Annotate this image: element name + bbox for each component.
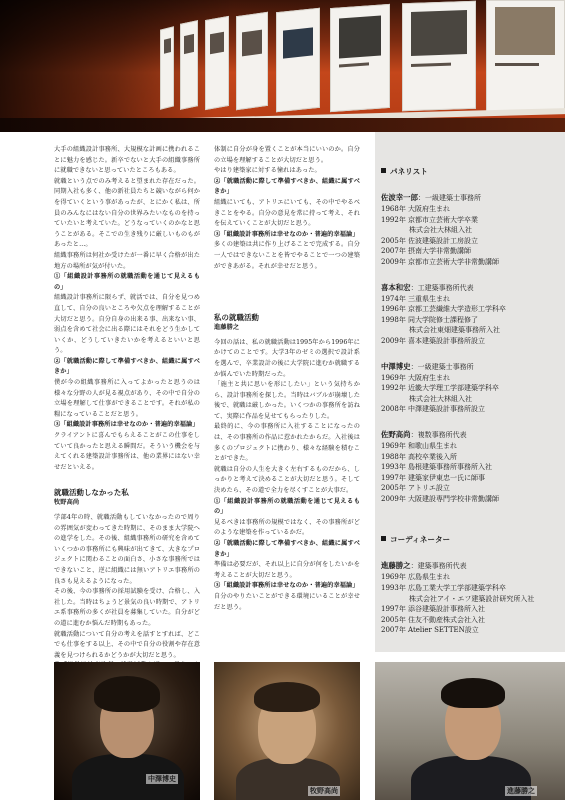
- panelist-heading: パネリスト: [375, 166, 565, 178]
- article-column-2: [214, 145, 360, 613]
- body-text: 「施主と共に思いを形にしたい」という気持ちから、設計事務所を探した。当時はバブルが崩壊した後で、就職は厳しかった。いくつかの事務所を訪ねて、実際に作品を見せてもらったりした。: [214, 381, 360, 420]
- body-text: 自分のやりたいことができる環境にいることが幸せだと思う。: [214, 592, 360, 611]
- portrait-caption: 進藤勝之: [507, 786, 535, 795]
- question-heading: ②「就職活動に際して準備すべきか、組織に属すべきか」: [214, 540, 360, 558]
- section-author: 牧野高尚: [54, 499, 80, 507]
- exhibit-panel: [236, 12, 268, 110]
- panelist-profile: [375, 429, 565, 505]
- coordinator-name: 進藤勝之：建築事務所代表: [381, 561, 467, 571]
- body-text: 就職は自分の人生を大きく左右するものだから、しっかりと考えて決めることが大切だと思う。そして決めたら、その道で全力を尽くすことが大事だ。: [214, 465, 360, 495]
- question-heading: ①「組織設計事務所の就職活動を通じて見えるもの」: [214, 497, 360, 516]
- coordinator-heading: コーディネーター: [375, 534, 565, 546]
- body-text: 僕が今の組織事務所に入ってよかったと思うのは様々な分野の人が見る視点があり、その中で自分の立場を理解して仕事ができることです。それが私の糧になっていることだと思う。: [54, 379, 200, 418]
- portrait-photo: [214, 662, 360, 800]
- panelist-history: 1968年 大阪府生まれ 1992年 京都市立芸術大学卒業 株式会社大林組入社 2005年 佐波建築設計工房設立 2007年 摂南大学非常勤講師 2009年 京都市立芸術大学非常勤講師: [381, 205, 500, 266]
- panelist-sidebar: [375, 132, 565, 652]
- exhibit-panel: [205, 16, 229, 110]
- portrait-hair: [94, 676, 160, 712]
- body-text: 多くの建築は共に作り上げることで完成する。自分一人ではできないことを皆でやることで一つの建築ができあがる。それが幸せだと思う。: [214, 241, 360, 270]
- exhibition-photo: [0, 0, 565, 132]
- question-heading: ③「組織設計事務所は幸せなのか・普遍的幸福論」: [54, 421, 199, 429]
- body-text: 体制に自分が身を置くことが本当にいいのか。自分の立場を理解することが大切だと思う。: [214, 146, 360, 164]
- panelist-name: 佐波幸一郎：一級建築士事務所: [381, 193, 481, 202]
- square-bullet-icon: [381, 168, 386, 173]
- panelist-name: 佐野高尚：複数事務所代表: [381, 429, 467, 439]
- portrait-photo: [54, 662, 200, 800]
- body-text: 組織事務所は何社か受けたが一番に早く合格が出た地方の場所が気が付いた。: [54, 251, 200, 270]
- body-text: 学部4年の時、就職活動もしていなかったので周りの雰囲気が変わってきた時期に、そのまま大学院への進学をした。その後、組織事務所の研究を含めていくつかの事務所にも興味が出てきて、大きなプロジェクトに関わることの面白さ、小さな事務所ではできないこと、逆に組織には無いアトリエ事務所の良さも見えるようになった。: [54, 514, 200, 585]
- article-column-1: [54, 145, 200, 704]
- question-heading: ③「組織設計事務所は幸せなのか・普遍的幸福論」: [214, 582, 359, 590]
- panelist-profile: [375, 282, 565, 347]
- body-text: 今回の話は、私の就職活動は1995年から1996年にかけてのことです。大学3年のゼミの選択で設計系を選んで、卒業設計の後に大学院に進むか就職するか悩んでいた時期だった。: [214, 338, 360, 378]
- body-text: 就職活動について自分の考えを話すとすれば、どこでも仕事をする以上、その中で自分の役割や存在意義を見つけられるかどうかが大切だと思う。: [54, 630, 200, 659]
- body-text: クライアントに喜んでもらえることがこの仕事をしていて良かったと思える瞬間だ。そういう機会を与えてくれる建築設計事務所は、他の業界にはない幸せだといえる。: [54, 432, 200, 471]
- exhibit-panel: [160, 26, 174, 109]
- portrait-caption: 牧野高尚: [310, 786, 338, 795]
- coordinator-history: 1969年 広島県生まれ 1993年 広島工業大学工学部建築学科卒 株式会社アイ・エフ建築設計研究所入社 1997年 添谷建築設計事務所入社 2005年 住友不動産株式会社入社 2007年 Atelier SETTEN設立: [381, 573, 535, 635]
- body-text: 準備は必要だが、それ以上に自分が何をしたいかを考えることが大切だと思う。: [214, 561, 360, 579]
- question-heading: ③「組織設計事務所は幸せなのか・普遍的幸福論」: [214, 230, 359, 238]
- floor: [0, 118, 565, 132]
- body-text: 組織にいても、アトリエにいても、その中でやるべきことをやる。自分の意見を常に持って考え、それを伝えていくことが大切だと思う。: [214, 198, 360, 228]
- question-heading: ②「就職活動に際して準備すべきか、組織に属すべきか」: [54, 357, 200, 376]
- exhibit-panel: [486, 0, 565, 112]
- square-bullet-icon: [381, 536, 386, 541]
- coordinator-profile: [375, 560, 565, 636]
- section-author: 進藤勝之: [214, 324, 240, 332]
- portrait-hair: [441, 678, 505, 708]
- exhibit-panel: [180, 20, 198, 110]
- portrait-caption: 中澤博史: [148, 774, 176, 783]
- section-heading: 就職活動しなかった私: [54, 488, 129, 498]
- body-text: 就職という点でのみ考えると望まれた存在だった。同期入社も多く、他の新社員たちと競いながら何かを得ていくという事があったが、とにかく私は、所員のみんなにはない自分の世界みたいなものを持っていたいと考えていた。どうなっていくのかなと思うことがある。そこでの生き残りに厳しいものもがあったと…。: [54, 177, 200, 249]
- panelist-profile: [375, 192, 565, 268]
- panelist-history: 1974年 三重県生まれ 1996年 京都工芸繊維大学造形工学科卒 1998年 同大学院修士課程修了 株式会社東畑建築事務所入社 2009年 喜本建築設計事務所設立: [381, 294, 507, 345]
- question-heading: ①「組織設計事務所の就職活動を通じて見えるもの」: [54, 273, 200, 291]
- panelist-history: 1969年 大阪府生まれ 1992年 近畿大学理工学部建築学科卒 株式会社大林組入社 2008年 中澤建築設計事務所設立: [381, 373, 500, 414]
- portrait-photo: [375, 662, 565, 800]
- body-text: 大手の組織設計事務所、大規模な計画に携われることに魅力を感じた。新卒でないと大手の組織事務所に就職できないと思っていたところもある。: [54, 146, 200, 175]
- exhibit-panel: [402, 1, 476, 112]
- section-heading: 私の就職活動: [214, 313, 259, 323]
- body-text: 組織設計事務所に限らず、就活では、自分を見つめ直して、自分の良いところや欠点を理解することが大切だと思う。自分自身の出来る事、出来ない事、弱点を含めて社会に出る際にはそれをどう生かしていくか、どうしていきたいかを考えるといいと思う。: [54, 294, 200, 355]
- panelist-name: 喜本和宏：工建築事務所代表: [381, 282, 474, 292]
- body-text: その後、今の事務所の採用試験を受け、合格し、入社した。当時はちょうど景気の良い時期で、アトリエ系事務所の多くが社員を募集していた。自分がどの道に進むか悩んだ時期もあった。: [54, 588, 200, 627]
- exhibit-panel: [276, 8, 320, 113]
- exhibit-panel: [330, 4, 390, 112]
- portrait-hair: [254, 682, 320, 712]
- body-text: 最終的に、今の事務所に入社することになったのは、その事務所の作品に惹かれたからだ。入社後は多くのプロジェクトに携わり、様々な経験を積むことができた。: [214, 423, 360, 463]
- panelist-history: 1969年 和歌山県生まれ 1988年 高校卒業後入所 1993年 島根建築事務所事務所入社 1997年 建築家伊東忠一氏に師事 2005年 アトリエ設立 2009年 大阪建設専門学校非常勤講師: [381, 441, 500, 503]
- panelist-name: 中澤博史：一級建築士事務所: [381, 361, 474, 371]
- question-heading: ②「就職活動に際して準備すべきか、組織に属すべきか」: [214, 177, 360, 196]
- body-text: 見るべきは事務所の規模ではなく、その事務所がどのような建築を作っているかだ。: [214, 518, 360, 537]
- panelist-profile: [375, 361, 565, 415]
- body-text: やはり建築家に対する憧れはあった。: [214, 167, 321, 175]
